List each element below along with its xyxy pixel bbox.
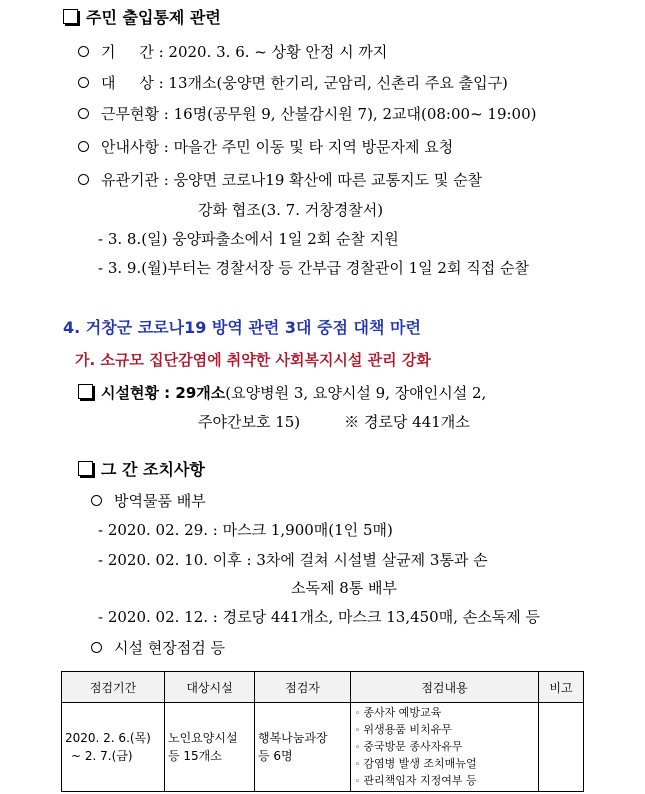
cell-period: 2020. 2. 6.(목) ~ 2. 7.(금) [62, 703, 165, 792]
cell-content [351, 703, 539, 792]
measures-heading: 그 간 조치사항 [78, 460, 205, 480]
header-content: 점검내용 [351, 672, 539, 703]
table-row [62, 703, 584, 792]
list-item: ◦ 종사자 예방교육 [355, 705, 442, 719]
header-period: 점검기간 [62, 672, 165, 703]
circle-bullet-icon [78, 77, 89, 88]
list-item: ◦ 위생용품 비치유무 [355, 722, 452, 736]
item-related-agency-cont: 강화 협조(3. 7. 거창경찰서) [198, 201, 384, 219]
header-note: 비고 [539, 672, 584, 703]
inspection-table [61, 671, 584, 792]
dash-item: - 2020. 02. 12. : 경로당 441개소, 마스크 13,450매, 손소독제 등 [98, 608, 540, 626]
item-notice: 안내사항 : 마을간 주민 이동 및 타 지역 방문자제 요청 [78, 137, 453, 157]
checkbox-square-icon [78, 384, 93, 399]
circle-bullet-icon [78, 108, 89, 119]
sub-item-inspection: 시설 현장점검 등 [91, 638, 225, 658]
checkbox-square-icon [78, 461, 93, 476]
cell-target: 노인요양시설 등 15개소 [165, 703, 255, 792]
circle-bullet-icon [91, 495, 102, 506]
section-title: 4. 거창군 코로나19 방역 관련 3대 중점 대책 마련 [63, 318, 421, 337]
section-heading-access-control: 주민 출입통제 관련 [63, 8, 221, 28]
checkbox-square-icon [63, 9, 78, 24]
dash-item-cont: 소독제 8통 배부 [291, 579, 398, 597]
item-related-agency: 유관기관 : 웅양면 코로나19 확산에 따른 교통지도 및 순찰 [78, 170, 482, 190]
circle-bullet-icon [78, 46, 89, 57]
item-period: 기 간 : 2020. 3. 6. ~ 상황 안정 시 까지 [78, 42, 387, 62]
cell-inspector: 행복나눔과장 등 6명 [255, 703, 351, 792]
facility-status: 시설현황 : 29개소(요양병원 3, 요양시설 9, 장애인시설 2, [78, 383, 486, 403]
header-inspector: 점검자 [255, 672, 351, 703]
sub-item-supplies: 방역물품 배부 [91, 491, 206, 511]
cell-note [539, 703, 584, 792]
dash-item: - 2020. 02. 29. : 마스크 1,900매(1인 5매) [98, 521, 393, 539]
dash-item: - 2020. 02. 10. 이후 : 3차에 걸쳐 시설별 살균제 3통과 손 [98, 551, 488, 569]
item-staffing: 근무현황 : 16명(공무원 9, 산불감시원 7), 2교대(08:00~ 19:00) [78, 104, 537, 124]
circle-bullet-icon [78, 141, 89, 152]
circle-bullet-icon [91, 642, 102, 653]
item-target: 대 상 : 13개소(웅양면 한기리, 군암리, 신촌리 주요 출입구) [78, 73, 508, 93]
facility-status-cont: 주야간보호 15) ※ 경로당 441개소 [198, 413, 470, 431]
list-item: ◦ 감염병 발생 조치매뉴얼 [355, 756, 477, 770]
header-target: 대상시설 [165, 672, 255, 703]
list-item: ◦ 중국방문 종사자유무 [355, 739, 463, 753]
circle-bullet-icon [78, 174, 89, 185]
list-item: ◦ 관리책임자 지정여부 등 [355, 773, 477, 787]
dash-item: - 3. 8.(일) 웅양파출소에서 1일 2회 순찰 지원 [98, 230, 399, 248]
section-subtitle: 가. 소규모 집단감염에 취약한 사회복지시설 관리 강화 [75, 351, 431, 369]
dash-item: - 3. 9.(월)부터는 경찰서장 등 간부급 경찰관이 1일 2회 직접 순찰 [98, 259, 529, 277]
table-header-row [62, 672, 584, 703]
